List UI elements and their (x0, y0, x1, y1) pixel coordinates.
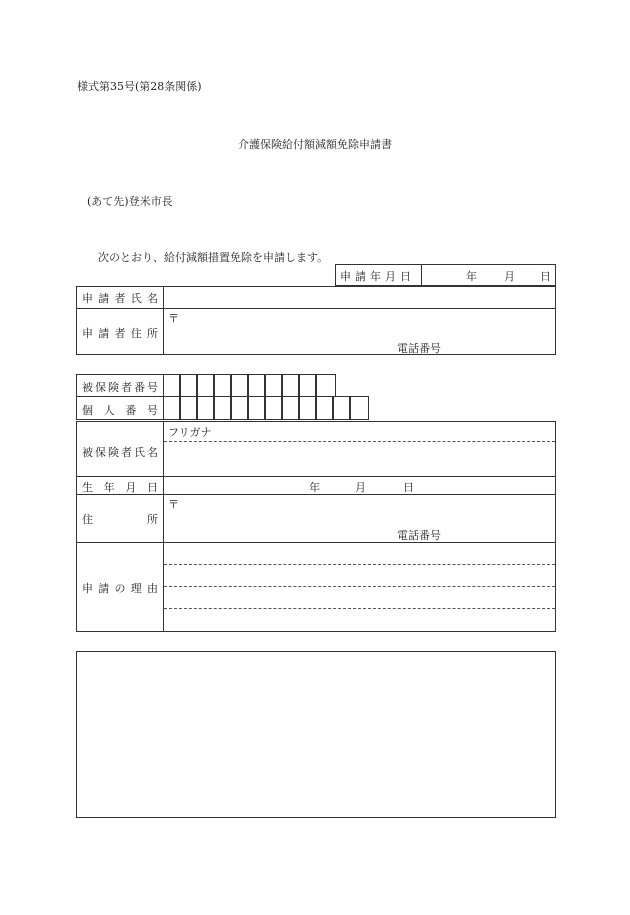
furigana-field[interactable] (164, 422, 555, 440)
digit-cell[interactable] (163, 396, 180, 420)
applicant-name-field[interactable] (164, 287, 555, 307)
digit-cell[interactable] (299, 396, 316, 420)
digit-cell[interactable] (163, 374, 180, 397)
form-number: 様式第35号(第28条関係) (77, 80, 202, 93)
digit-cell[interactable] (316, 374, 336, 397)
applicant-name-label: 申請者氏名 (82, 292, 158, 305)
furigana-label: フリガナ (168, 426, 212, 439)
insured-number-digits[interactable] (163, 374, 336, 397)
intro-text: 次のとおり、給付減額措置免除を申請します。 (98, 251, 329, 264)
digit-cell[interactable] (265, 396, 282, 420)
digit-cell[interactable] (350, 396, 369, 420)
insured-name-field[interactable] (164, 443, 555, 475)
insured-postal-mark: 〒 (168, 498, 179, 511)
reason-field[interactable] (164, 543, 555, 631)
applicant-address-label: 申請者住所 (82, 327, 158, 340)
form-title: 介護保険給付額減額免除申請書 (238, 138, 392, 151)
application-date-label: 申請年月日 (340, 270, 415, 283)
insured-phone-label: 電話番号 (397, 529, 441, 542)
applicant-address-field[interactable] (164, 309, 555, 354)
digit-cell[interactable] (231, 374, 248, 397)
digit-cell[interactable] (333, 396, 350, 420)
digit-cell[interactable] (180, 396, 197, 420)
digit-cell[interactable] (248, 374, 265, 397)
applicant-phone-label: 電話番号 (397, 342, 441, 355)
birth-month[interactable]: 月 (355, 481, 366, 494)
birth-day[interactable]: 日 (403, 481, 414, 494)
addressee: (あて先)登米市長 (87, 195, 173, 208)
digit-cell[interactable] (197, 396, 214, 420)
digit-cell[interactable] (214, 396, 231, 420)
personal-number-label: 個人番号 (82, 404, 158, 417)
digit-cell[interactable] (197, 374, 214, 397)
digit-cell[interactable] (180, 374, 197, 397)
digit-cell[interactable] (316, 396, 333, 420)
digit-cell[interactable] (265, 374, 282, 397)
applicant-postal-mark: 〒 (168, 312, 179, 325)
digit-cell[interactable] (231, 396, 248, 420)
furigana-divider (164, 441, 555, 442)
personal-number-digits[interactable] (163, 396, 369, 420)
birth-date-label: 生年月日 (82, 481, 158, 494)
insured-number-label: 被保険者番号 (82, 381, 158, 394)
digit-cell[interactable] (214, 374, 231, 397)
digit-cell[interactable] (248, 396, 265, 420)
digit-cell[interactable] (282, 374, 299, 397)
digit-cell[interactable] (299, 374, 316, 397)
digit-cell[interactable] (282, 396, 299, 420)
application-date-year[interactable]: 年 (466, 270, 477, 283)
remarks-box[interactable] (76, 651, 556, 818)
insured-address-label: 住所 (82, 513, 158, 526)
birth-year[interactable]: 年 (309, 481, 320, 494)
insured-address-field[interactable] (164, 495, 555, 541)
reason-label: 申請の理由 (82, 582, 158, 595)
application-date-day[interactable]: 日 (540, 270, 551, 283)
insured-name-label: 被保険者氏名 (82, 446, 158, 459)
application-date-month[interactable]: 月 (504, 270, 515, 283)
